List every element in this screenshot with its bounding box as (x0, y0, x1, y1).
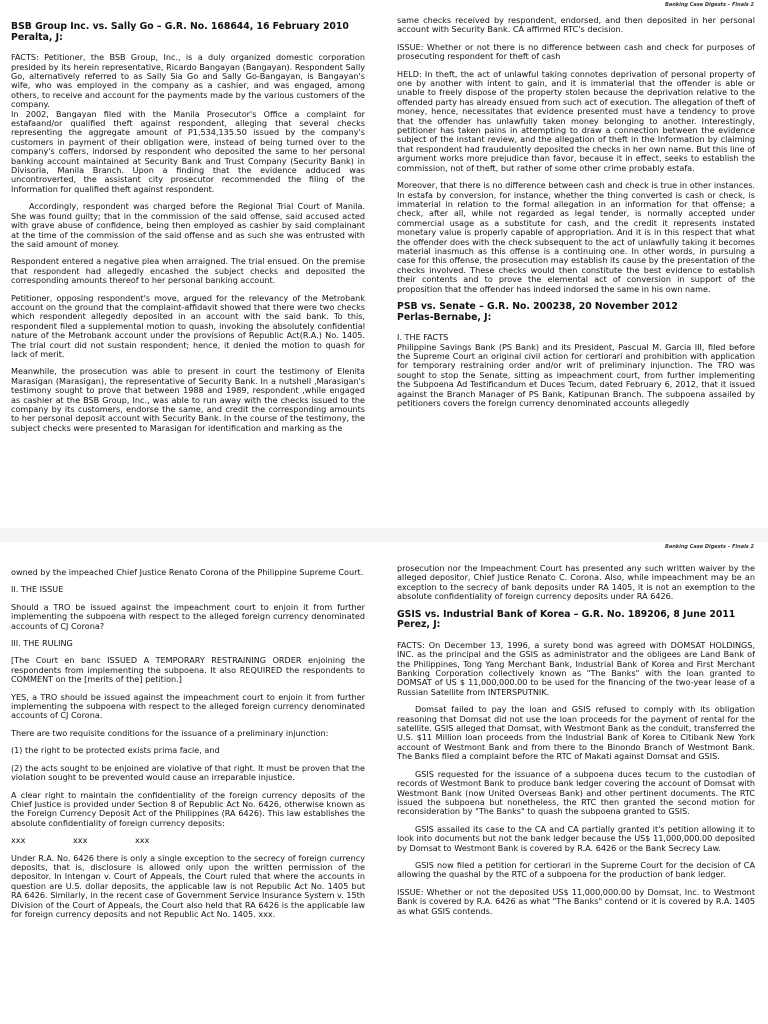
case-title-line: GSIS vs. Industrial Bank of Korea – G.R. No. 189206, 8 June 2011 (397, 608, 736, 620)
case-title (11, 22, 365, 43)
ellipsis-text: xxx (11, 835, 26, 846)
paragraph: Should a TRO be issued against the impeachment court to enjoin it from further implementing the subpoena with respect to the alleged foreign currency denominated accounts of CJ Corona? (11, 601, 365, 631)
paragraph: GSIS assailed its case to the CA and CA partially granted it's petition allowing it to look into documents but not the bank ledger because the US$ 11,000,000.00 deposited by Domsat to Westmont Bank is covered by R.A. 6426 or the Bank Secrecy Law. (397, 823, 755, 853)
paragraph: (1) the right to be protected exists prima facie, and (11, 745, 220, 756)
document-page-2 (0, 542, 768, 1024)
paragraph: Respondent entered a negative plea when arraigned. The trial ensued. On the premise that respondent had allegedly encashed the subject checks and deposited the corresponding amounts thereof to her personal banking account. (11, 256, 365, 286)
ellipsis-text: xxx (135, 835, 150, 846)
case-title-line: BSB Group Inc. vs. Sally Go – G.R. No. 168644, 16 February 2010 (11, 21, 349, 32)
case-title (397, 302, 755, 323)
case-title-line: PSB vs. Senate – G.R. No. 200238, 20 November 2012 (397, 300, 678, 312)
paragraph: There are two requisite conditions for the issuance of a preliminary injunction: (11, 727, 329, 738)
case-title (397, 610, 755, 631)
paragraph: FACTS: Petitioner, the BSB Group, Inc., is a duly organized domestic corporation presided by its herein representative, Ricardo Bangayan (Bangayan). Respondent Sally Go, alternatively referred to as Sally Sia Go and Sally Go-Bangayan, is Bangayan's wife, who was employed in the company as a cashier, and was engaged, among others, to receive and account for the payments made by the various customers of the company. (11, 52, 365, 110)
paragraph: Domsat failed to pay the loan and GSIS refused to comply with its obligation reasoning that Domsat did not use the loan proceeds for the payment of rental for the satellite. GSIS alleged that Domsat, with Westmont Bank as the conduit, transferred the U.S. $11 Million loan proceeds from the Industrial Bank of Korea to Citibank New York account of Westmont Bank and from there to the Binondo Branch of Westmont Bank. The Banks filed a complaint before the RTC of Makati against Domsat and GSIS. (397, 704, 755, 762)
ellipsis-text: xxx (73, 835, 88, 846)
paragraph: prosecution nor the Impeachment Court has presented any such written waiver by the alleged depositor, Chief Justice Renato C. Corona. Also, while impeachment may be an exception to the secrecy of bank deposits under RA 1405, it is not an exemption to the absolute confidentiality of foreign currency deposits under RA 6426. (397, 563, 755, 602)
ponente-line: Perlas-Bernabe, J: (397, 311, 492, 323)
paragraph: ISSUE: Whether or not there is no difference between cash and check for purposes of prosecuting respondent for theft of cash (397, 41, 755, 62)
paragraph: (2) the acts sought to be enjoined are violative of that right. It must be proven that the violation sought to be prevented would cause an irreparable injustice. (11, 762, 365, 783)
paragraph: Accordingly, respondent was charged before the Regional Trial Court of Manila. She was found guilty; that in the commission of the said offense, said accused acted with grave abuse of confidence, being then employed as cashier by said complainant at the time of the commission of the said offense and as such she was entrusted with the said amount of money. (11, 201, 365, 249)
section-heading: III. THE RULING (11, 638, 73, 649)
paragraph: ISSUE: Whether or not the deposited US$ 11,000,000.00 by Domsat, Inc. to Westmont Bank is covered by R.A. 6426 as what "The Banks" contend or it is covered by R.A. 1405 as what GSIS contends. (397, 886, 755, 916)
paragraph: [The Court en banc ISSUED A TEMPORARY RESTRAINING ORDER enjoining the respondents from implementing the subpoena. It also REQUIRED the respondents to COMMENT on the [merits of the] petition.] (11, 655, 365, 685)
paragraph: GSIS now filed a petition for certiorari in the Supreme Court for the decision of CA allowing the quashal by the RTC of a subpoena for the production of bank ledger. (397, 859, 755, 880)
paragraph: Petitioner, opposing respondent's move, argued for the relevancy of the Metrobank account on the ground that the complaint-affidavit showed that there were two checks which respondent allegedly deposited in an account with the said bank. To this, respondent filed a supplemental motion to quash, invoking the absolutely confidential nature of the Metrobank account under the provisions of Republic Act(R.A.) No. 1405. The trial court did not sustain respondent; hence, it denied the motion to quash for lack of merit. (11, 292, 365, 359)
right-column (397, 564, 755, 924)
paragraph: FACTS: On December 13, 1996, a surety bond was agreed with DOMSAT HOLDINGS, INC. as the principal and the GSIS as administrator and the obligees are Land Bank of the Philippines, Tong Yang Merchant Bank, Industrial Bank of Korea and First Merchant Banking Corporation collectively known as "The Banks" with the loan granted to DOMSAT of US $ 11,000,000.00 to be used for the financing of the two-year lease of a Russian Satellite from INTERSPUTNIK. (397, 639, 755, 697)
paragraph: Philippine Savings Bank (PS Bank) and its President, Pascual M. Garcia III, filed before the Supreme Court an original civil action for certiorari and prohibition with application for temporary restraining order and/or writ of preliminary injunction. The TRO was sought to stop the Senate, sitting as impeachment court, from further implementing the Subpoena Ad Testificandum et Duces Tecum, dated February 6, 2012, that it issued against the Branch Manager of PS Bank, Katipunan Branch. The subpoena assailed by petitioners covers the foreign currency denominated accounts allegedly (397, 341, 755, 408)
left-column (11, 568, 365, 927)
paragraph: A clear right to maintain the confidentiality of the foreign currency deposits of the Chief Justice is provided under Section 8 of Republic Act No. 6426, otherwise known as the Foreign Currency Deposit Act of the Philippines (RA 6426). This law establishes the absolute confidentiality of foreign currency deposits: (11, 789, 365, 828)
page-header: Banking Case Digests – Finals 2 (665, 2, 754, 8)
section-heading: II. THE ISSUE (11, 584, 64, 595)
paragraph: Under R.A. No. 6426 there is only a single exception to the secrecy of foreign currency deposits, that is, disclosure is allowed only upon the written permission of the depositor. In Intengan v. Court of Appeals, the Court ruled that where the accounts in question are U.S. dollar deposits, the applicable law is not Republic Act No. 1405 but RA 6426. Similarly, in the recent case of Government Service Insurance System v. 15th Division of the Court of Appeals, the Court also held that RA 6426 is the applicable law for foreign currency deposits and not Republic Act No. 1405. xxx. (11, 852, 365, 919)
section-heading: I. THE FACTS (397, 332, 449, 343)
ponente-line: Peralta, J: (11, 31, 63, 43)
paragraph: YES, a TRO should be issued against the impeachment court to enjoin it from further implementing the subpoena with respect to the alleged foreign currency denominated accounts of CJ Corona. (11, 691, 365, 721)
right-column (397, 16, 755, 416)
paragraph: GSIS requested for the issuance of a subpoena duces tecum to the custodian of records of Westmont Bank to produce bank ledger covering the account of Domsat with Westmont Bank (now United Overseas Bank) and other pertinent documents. The RTC issued the subpoena but nonetheless, the RTC then granted the second motion for reconsideration by "The Banks" to quash the subpoena granted to GSIS. (397, 768, 755, 817)
paragraph: HELD: In theft, the act of unlawful taking connotes deprivation of personal property of one by another with intent to gain, and it is immaterial that the offender is able or unable to freely dispose of the property stolen because the deprivation relative to the offended party has already ensued from such act of execution. The allegation of theft of money, hence, necessitates that evidence presented must have a tendency to prove that the offender has unlawfully taken money belonging to another. Interestingly, petitioner has taken pains in attempting to draw a connection between the evidence subject of the instant review, and the allegation of theft in the Information by claiming that respondent had fraudulently deposited the checks in her own name. But this line of argument works more prejudice than favor, because it in effect, seeks to establish the commission, not of theft, but rather of some other crime probably estafa. (397, 68, 756, 173)
paragraph: same checks received by respondent, endorsed, and then deposited in her personal account with Security Bank. CA affirmed RTC's decision. (397, 15, 755, 35)
paragraph: owned by the impeached Chief Justice Renato Corona of the Philippine Supreme Court. (11, 567, 364, 577)
page-gap (0, 528, 768, 542)
left-column (11, 22, 365, 441)
paragraph: Meanwhile, the prosecution was able to present in court the testimony of Elenita Marasigan (Marasigan), the representative of Security Bank. In a nutshell ,Marasigan's testimony sought to prove that between 1988 and 1989, respondent ,while engaged as cashier at the BSB Group, Inc., was able to run away with the checks issued to the company by its customers, endorse the same, and credit the corresponding amounts to her personal deposit account with Security Bank. In the course of the testimony, the subject checks were presented to Marasigan for identification and marking as the (11, 366, 365, 433)
page-header: Banking Case Digests – Finals 2 (665, 544, 754, 550)
paragraph: In 2002, Bangayan filed with the Manila Prosecutor's Office a complaint for estafaand/or qualified theft against respondent, alleging that several checks representing the aggregate amount of P1,534,135.50 issued by the company's customers in payment of their obligation were, instead of being turned over to the company's coffers, indorsed by respondent who deposited the same to her personal banking account maintained at Security Bank and Trust Company (Security Bank) in Divisoria, Manila Branch. Upon a finding that the evidence adduced was uncontroverted, the assistant city prosecutor recommended the filing of the Information for qualified theft against respondent. (11, 108, 365, 194)
ponente-line: Perez, J: (397, 619, 441, 631)
paragraph: Moreover, that there is no difference between cash and check is true in other instances. In estafa by conversion, for instance, whether the thing converted is cash or check, is immaterial in relation to the formal allegation in an information for that offense; a check, after all, while not regarded as legal tender, is normally accepted under commercial usage as a substitute for cash, and the credit it represents instated monetary value is properly capable of appropriation. And it is in this respect that what the offender does with the check subsequent to the act of unlawfully taking it becomes material inasmuch as this offense is a continuing one. In other words, in pursuing a case for this offense, the prosecution may establish its cause by the presentation of the checks involved. These checks would then constitute the best evidence to establish their contents and to prove the elemental act of conversion in support of the proposition that the offender has indeed indorsed the same in his own name. (397, 180, 755, 294)
ellipsis-row (11, 836, 365, 845)
